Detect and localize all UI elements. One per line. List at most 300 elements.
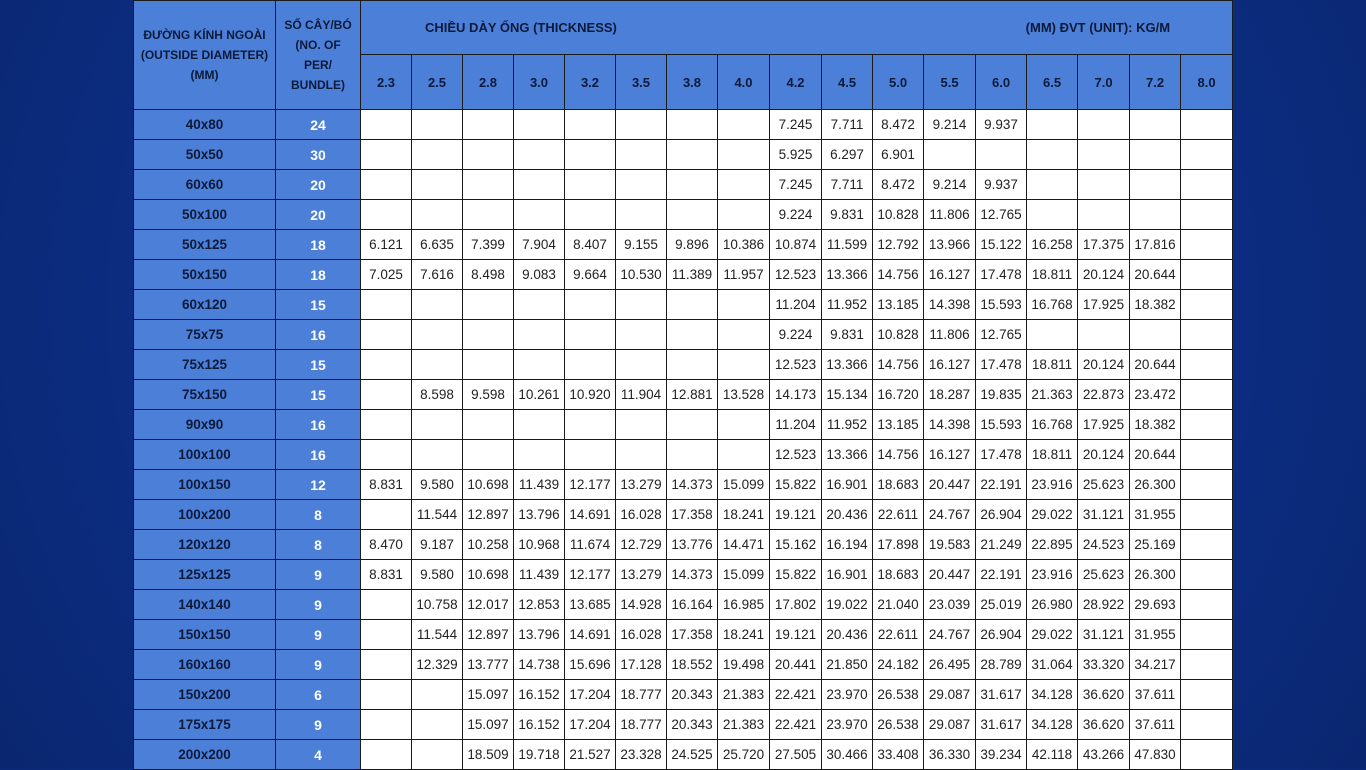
weight-cell: 13.366 — [822, 260, 873, 290]
weight-cell: 28.789 — [976, 650, 1027, 680]
weight-cell — [616, 350, 667, 380]
weight-cell: 11.389 — [667, 260, 718, 290]
table-row — [134, 380, 1233, 410]
weight-cell: 20.343 — [667, 710, 718, 740]
thickness-header-cell: 5.0 — [873, 55, 924, 110]
weight-cell: 36.620 — [1078, 680, 1130, 710]
weight-cell: 13.777 — [463, 650, 514, 680]
weight-cell: 14.756 — [873, 260, 924, 290]
weight-cell: 9.214 — [924, 110, 976, 140]
weight-cell: 21.363 — [1027, 380, 1078, 410]
bundle-count-cell: 9 — [276, 590, 361, 620]
table-row — [134, 680, 1233, 710]
weight-cell — [463, 140, 514, 170]
weight-cell: 10.874 — [770, 230, 822, 260]
weight-cell: 14.756 — [873, 350, 924, 380]
weight-cell: 12.765 — [976, 320, 1027, 350]
size-cell: 125x125 — [134, 560, 276, 590]
weight-cell — [1181, 350, 1233, 380]
table-row — [134, 590, 1233, 620]
weight-cell: 12.792 — [873, 230, 924, 260]
weight-cell: 19.498 — [718, 650, 770, 680]
weight-cell: 9.155 — [616, 230, 667, 260]
weight-cell: 7.399 — [463, 230, 514, 260]
weight-cell: 33.408 — [873, 740, 924, 770]
bundle-count-cell: 8 — [276, 500, 361, 530]
weight-cell: 18.509 — [463, 740, 514, 770]
weight-cell: 16.768 — [1027, 410, 1078, 440]
weight-cell: 12.017 — [463, 590, 514, 620]
thickness-header-cell: 7.2 — [1130, 55, 1181, 110]
weight-cell: 20.124 — [1078, 260, 1130, 290]
weight-cell: 12.881 — [667, 380, 718, 410]
weight-cell: 26.538 — [873, 710, 924, 740]
weight-cell: 17.478 — [976, 260, 1027, 290]
thickness-title: CHIỀU DÀY ỐNG (THICKNESS) — [361, 1, 822, 55]
bundle-count-cell: 15 — [276, 350, 361, 380]
weight-cell — [1078, 140, 1130, 170]
weight-cell — [1181, 380, 1233, 410]
weight-cell: 20.644 — [1130, 350, 1181, 380]
weight-cell: 11.544 — [412, 500, 463, 530]
weight-cell: 29.022 — [1027, 620, 1078, 650]
weight-cell: 7.245 — [770, 170, 822, 200]
weight-cell — [361, 140, 412, 170]
diameter-header-en: (OUTSIDE DIAMETER) — [140, 48, 269, 62]
weight-cell — [361, 380, 412, 410]
weight-cell — [463, 320, 514, 350]
weight-cell: 16.028 — [616, 500, 667, 530]
weight-cell — [667, 350, 718, 380]
size-cell: 40x80 — [134, 110, 276, 140]
weight-cell — [412, 410, 463, 440]
weight-cell: 26.495 — [924, 650, 976, 680]
bundle-count-cell: 20 — [276, 170, 361, 200]
bundle-count-cell: 15 — [276, 380, 361, 410]
weight-cell: 15.822 — [770, 560, 822, 590]
weight-cell: 21.527 — [565, 740, 616, 770]
weight-cell — [361, 710, 412, 740]
weight-cell: 13.776 — [667, 530, 718, 560]
table-row — [134, 410, 1233, 440]
weight-cell: 11.439 — [514, 560, 565, 590]
weight-cell: 19.022 — [822, 590, 873, 620]
weight-cell: 17.358 — [667, 620, 718, 650]
weight-cell — [361, 500, 412, 530]
weight-cell — [667, 140, 718, 170]
weight-cell: 7.025 — [361, 260, 412, 290]
size-cell: 120x120 — [134, 530, 276, 560]
weight-cell — [1078, 200, 1130, 230]
weight-cell — [514, 140, 565, 170]
size-cell: 60x120 — [134, 290, 276, 320]
size-cell: 75x150 — [134, 380, 276, 410]
weight-cell: 18.382 — [1130, 410, 1181, 440]
weight-cell: 17.478 — [976, 350, 1027, 380]
weight-cell: 20.447 — [924, 560, 976, 590]
table-row — [134, 320, 1233, 350]
weight-cell: 24.523 — [1078, 530, 1130, 560]
weight-cell — [1078, 320, 1130, 350]
weight-cell: 22.421 — [770, 710, 822, 740]
weight-cell: 15.822 — [770, 470, 822, 500]
weight-cell: 12.729 — [616, 530, 667, 560]
weight-cell: 9.937 — [976, 110, 1027, 140]
weight-cell: 10.920 — [565, 380, 616, 410]
weight-cell: 17.925 — [1078, 290, 1130, 320]
weight-cell: 16.028 — [616, 620, 667, 650]
bundle-count-cell: 12 — [276, 470, 361, 500]
weight-cell: 9.083 — [514, 260, 565, 290]
size-cell: 75x125 — [134, 350, 276, 380]
thickness-header-cell: 6.0 — [976, 55, 1027, 110]
table-row — [134, 500, 1233, 530]
weight-cell — [412, 200, 463, 230]
weight-cell — [514, 200, 565, 230]
count-header-vi: SỐ CÂY/BÓ — [284, 18, 352, 32]
weight-cell — [1181, 590, 1233, 620]
weight-cell — [718, 170, 770, 200]
weight-cell: 14.471 — [718, 530, 770, 560]
weight-cell — [463, 440, 514, 470]
weight-cell: 12.523 — [770, 260, 822, 290]
weight-cell — [667, 200, 718, 230]
thickness-header-cell: 2.3 — [361, 55, 412, 110]
weight-cell: 19.835 — [976, 380, 1027, 410]
thickness-header-cell: 4.5 — [822, 55, 873, 110]
weight-cell — [1181, 260, 1233, 290]
weight-cell: 20.436 — [822, 500, 873, 530]
weight-cell — [565, 350, 616, 380]
weight-cell: 14.398 — [924, 290, 976, 320]
weight-cell: 18.382 — [1130, 290, 1181, 320]
weight-cell — [565, 320, 616, 350]
weight-cell: 25.019 — [976, 590, 1027, 620]
weight-cell: 21.383 — [718, 680, 770, 710]
table-row — [134, 110, 1233, 140]
weight-cell: 18.777 — [616, 710, 667, 740]
table-row — [134, 560, 1233, 590]
weight-cell — [1027, 140, 1078, 170]
weight-cell: 9.937 — [976, 170, 1027, 200]
weight-cell — [361, 320, 412, 350]
weight-cell — [1181, 440, 1233, 470]
weight-cell: 13.279 — [616, 560, 667, 590]
bundle-count-cell: 18 — [276, 260, 361, 290]
weight-cell: 20.436 — [822, 620, 873, 650]
bundle-count-cell: 24 — [276, 110, 361, 140]
weight-cell: 15.593 — [976, 290, 1027, 320]
weight-cell: 15.097 — [463, 710, 514, 740]
weight-cell: 11.957 — [718, 260, 770, 290]
weight-cell — [361, 590, 412, 620]
weight-cell — [1130, 200, 1181, 230]
weight-cell: 19.121 — [770, 620, 822, 650]
weight-cell: 9.580 — [412, 470, 463, 500]
weight-cell — [514, 110, 565, 140]
weight-cell — [718, 200, 770, 230]
weight-cell: 12.177 — [565, 560, 616, 590]
weight-cell: 17.802 — [770, 590, 822, 620]
weight-cell — [718, 320, 770, 350]
weight-cell — [718, 140, 770, 170]
weight-cell — [616, 110, 667, 140]
weight-cell — [565, 140, 616, 170]
weight-cell: 11.904 — [616, 380, 667, 410]
weight-cell: 15.696 — [565, 650, 616, 680]
bundle-count-cell: 15 — [276, 290, 361, 320]
size-cell: 90x90 — [134, 410, 276, 440]
weight-cell: 8.598 — [412, 380, 463, 410]
weight-cell — [616, 440, 667, 470]
weight-cell: 13.366 — [822, 350, 873, 380]
thickness-header-cell: 5.5 — [924, 55, 976, 110]
weight-cell — [1181, 290, 1233, 320]
weight-cell: 14.398 — [924, 410, 976, 440]
weight-cell: 31.064 — [1027, 650, 1078, 680]
weight-cell: 17.925 — [1078, 410, 1130, 440]
weight-cell: 31.617 — [976, 710, 1027, 740]
size-cell: 60x60 — [134, 170, 276, 200]
weight-cell — [1181, 170, 1233, 200]
weight-cell: 29.022 — [1027, 500, 1078, 530]
bundle-count-cell: 16 — [276, 440, 361, 470]
weight-cell: 43.266 — [1078, 740, 1130, 770]
weight-cell — [1181, 320, 1233, 350]
weight-cell — [1027, 320, 1078, 350]
weight-cell: 15.593 — [976, 410, 1027, 440]
table-row — [134, 530, 1233, 560]
weight-cell — [1181, 620, 1233, 650]
unit-title: (MM) ĐVT (UNIT): KG/M — [822, 1, 1233, 55]
bundle-count-cell: 18 — [276, 230, 361, 260]
diameter-header-vi: ĐƯỜNG KÍNH NGOÀI — [143, 28, 266, 42]
weight-cell: 9.664 — [565, 260, 616, 290]
weight-cell: 25.623 — [1078, 470, 1130, 500]
table-row — [134, 170, 1233, 200]
weight-cell: 24.525 — [667, 740, 718, 770]
weight-cell: 26.300 — [1130, 470, 1181, 500]
weight-cell — [361, 350, 412, 380]
weight-cell — [361, 110, 412, 140]
weight-cell — [616, 290, 667, 320]
weight-cell — [361, 650, 412, 680]
weight-cell — [1181, 200, 1233, 230]
weight-cell: 7.245 — [770, 110, 822, 140]
weight-cell: 16.985 — [718, 590, 770, 620]
weight-cell: 11.599 — [822, 230, 873, 260]
weight-cell: 17.816 — [1130, 230, 1181, 260]
weight-cell: 18.811 — [1027, 440, 1078, 470]
weight-cell: 23.039 — [924, 590, 976, 620]
weight-cell: 9.224 — [770, 320, 822, 350]
bundle-count-cell: 20 — [276, 200, 361, 230]
weight-cell: 16.768 — [1027, 290, 1078, 320]
weight-cell: 47.830 — [1130, 740, 1181, 770]
weight-cell — [412, 680, 463, 710]
weight-cell: 27.505 — [770, 740, 822, 770]
table-header — [134, 1, 1233, 110]
weight-cell: 9.831 — [822, 200, 873, 230]
weight-cell — [412, 440, 463, 470]
weight-cell: 31.121 — [1078, 500, 1130, 530]
weight-cell: 17.204 — [565, 710, 616, 740]
weight-cell — [1027, 110, 1078, 140]
weight-cell — [1181, 530, 1233, 560]
weight-cell: 12.523 — [770, 350, 822, 380]
bundle-count-cell: 9 — [276, 650, 361, 680]
weight-cell: 20.124 — [1078, 350, 1130, 380]
weight-cell: 15.097 — [463, 680, 514, 710]
weight-cell: 24.767 — [924, 620, 976, 650]
weight-cell — [514, 410, 565, 440]
weight-cell — [463, 410, 514, 440]
weight-cell — [1130, 320, 1181, 350]
weight-cell: 34.128 — [1027, 680, 1078, 710]
weight-cell: 9.580 — [412, 560, 463, 590]
weight-cell: 7.904 — [514, 230, 565, 260]
weight-cell: 10.698 — [463, 470, 514, 500]
weight-cell: 9.187 — [412, 530, 463, 560]
weight-cell: 23.472 — [1130, 380, 1181, 410]
weight-cell: 24.182 — [873, 650, 924, 680]
weight-table-sheet — [133, 0, 1232, 768]
weight-cell: 26.538 — [873, 680, 924, 710]
weight-cell — [565, 440, 616, 470]
weight-cell — [1181, 110, 1233, 140]
weight-cell: 15.162 — [770, 530, 822, 560]
weight-cell — [412, 320, 463, 350]
weight-cell: 12.765 — [976, 200, 1027, 230]
weight-cell — [412, 350, 463, 380]
table-row — [134, 710, 1233, 740]
weight-cell — [1181, 230, 1233, 260]
weight-cell: 11.439 — [514, 470, 565, 500]
weight-cell — [514, 290, 565, 320]
bundle-count-cell: 4 — [276, 740, 361, 770]
weight-cell: 18.241 — [718, 620, 770, 650]
weight-cell: 12.329 — [412, 650, 463, 680]
weight-cell — [667, 110, 718, 140]
weight-cell: 22.611 — [873, 620, 924, 650]
weight-cell: 14.373 — [667, 560, 718, 590]
weight-cell: 17.375 — [1078, 230, 1130, 260]
weight-cell: 39.234 — [976, 740, 1027, 770]
thickness-header-cell: 4.2 — [770, 55, 822, 110]
weight-cell: 31.121 — [1078, 620, 1130, 650]
count-header-en-2: PER/ — [303, 58, 332, 72]
weight-cell: 11.544 — [412, 620, 463, 650]
weight-cell: 14.691 — [565, 620, 616, 650]
weight-cell — [667, 440, 718, 470]
weight-cell: 17.898 — [873, 530, 924, 560]
weight-cell: 9.214 — [924, 170, 976, 200]
weight-cell: 37.611 — [1130, 710, 1181, 740]
count-header-en-1: (NO. OF — [295, 38, 341, 52]
weight-cell — [718, 440, 770, 470]
weight-cell: 16.127 — [924, 260, 976, 290]
weight-cell: 19.718 — [514, 740, 565, 770]
size-cell: 150x150 — [134, 620, 276, 650]
weight-cell: 26.904 — [976, 500, 1027, 530]
weight-cell — [514, 170, 565, 200]
weight-cell: 14.173 — [770, 380, 822, 410]
weight-cell: 22.191 — [976, 470, 1027, 500]
weight-cell: 14.756 — [873, 440, 924, 470]
weight-cell: 22.611 — [873, 500, 924, 530]
thickness-header-cell: 4.0 — [718, 55, 770, 110]
weight-cell — [361, 620, 412, 650]
weight-cell: 14.928 — [616, 590, 667, 620]
table-row — [134, 350, 1233, 380]
thickness-header-cell: 7.0 — [1078, 55, 1130, 110]
weight-cell: 18.287 — [924, 380, 976, 410]
weight-cell: 26.980 — [1027, 590, 1078, 620]
weight-cell — [718, 410, 770, 440]
table-row — [134, 140, 1233, 170]
weight-cell: 9.896 — [667, 230, 718, 260]
weight-cell — [718, 350, 770, 380]
weight-cell: 18.683 — [873, 560, 924, 590]
weight-cell: 8.472 — [873, 110, 924, 140]
weight-cell — [514, 440, 565, 470]
weight-cell — [463, 110, 514, 140]
weight-cell — [412, 740, 463, 770]
weight-cell: 21.850 — [822, 650, 873, 680]
weight-cell — [1181, 470, 1233, 500]
table-row — [134, 260, 1233, 290]
weight-cell: 22.873 — [1078, 380, 1130, 410]
size-cell: 175x175 — [134, 710, 276, 740]
weight-cell: 23.328 — [616, 740, 667, 770]
thickness-header-cell: 3.0 — [514, 55, 565, 110]
weight-cell: 36.330 — [924, 740, 976, 770]
weight-cell: 30.466 — [822, 740, 873, 770]
weight-cell: 11.204 — [770, 410, 822, 440]
size-cell: 50x150 — [134, 260, 276, 290]
weight-cell: 8.472 — [873, 170, 924, 200]
weight-cell: 22.421 — [770, 680, 822, 710]
size-cell: 150x200 — [134, 680, 276, 710]
weight-cell: 28.922 — [1078, 590, 1130, 620]
table-row — [134, 200, 1233, 230]
size-cell: 50x125 — [134, 230, 276, 260]
weight-cell: 18.683 — [873, 470, 924, 500]
steel-pipe-weight-table — [133, 0, 1233, 770]
weight-cell: 12.897 — [463, 620, 514, 650]
weight-cell: 23.916 — [1027, 560, 1078, 590]
weight-cell: 16.152 — [514, 710, 565, 740]
size-cell: 100x100 — [134, 440, 276, 470]
weight-cell — [412, 140, 463, 170]
weight-cell: 23.916 — [1027, 470, 1078, 500]
weight-cell: 20.644 — [1130, 260, 1181, 290]
weight-cell: 11.806 — [924, 200, 976, 230]
bundle-count-cell: 9 — [276, 620, 361, 650]
weight-cell: 15.099 — [718, 470, 770, 500]
size-cell: 50x100 — [134, 200, 276, 230]
weight-cell: 16.901 — [822, 560, 873, 590]
weight-cell: 23.970 — [822, 710, 873, 740]
weight-cell — [924, 140, 976, 170]
weight-cell: 13.966 — [924, 230, 976, 260]
weight-cell: 5.925 — [770, 140, 822, 170]
table-row — [134, 470, 1233, 500]
weight-cell: 10.828 — [873, 200, 924, 230]
weight-cell: 18.811 — [1027, 260, 1078, 290]
weight-cell — [1078, 170, 1130, 200]
weight-cell: 6.121 — [361, 230, 412, 260]
